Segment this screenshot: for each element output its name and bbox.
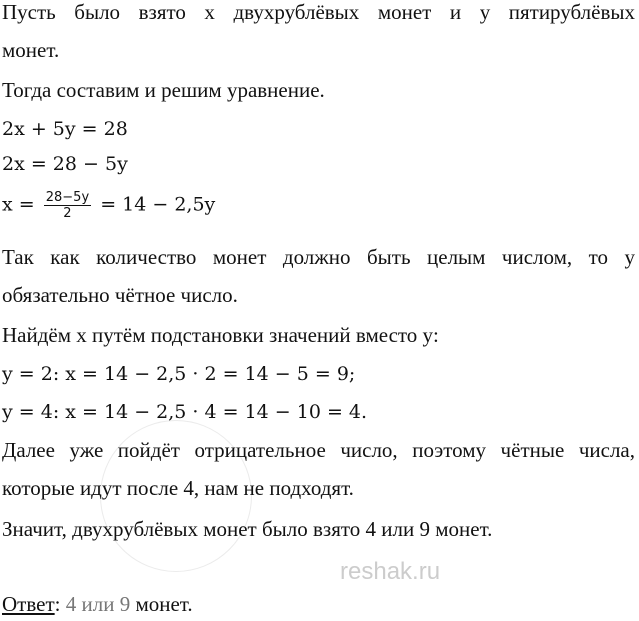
answer-colon: : bbox=[54, 592, 66, 616]
answer-suffix: монет. bbox=[130, 592, 193, 616]
text-line: обязательно чётное число. bbox=[2, 283, 238, 307]
answer-line bbox=[2, 592, 193, 617]
fraction-denominator: 2 bbox=[63, 206, 72, 221]
fraction-numerator: 28−5y bbox=[45, 190, 90, 205]
fraction bbox=[44, 190, 91, 221]
equation-lhs: x = bbox=[2, 193, 35, 216]
equation: y = 2: x = 14 − 2,5 · 2 = 14 − 5 = 9; bbox=[2, 363, 356, 385]
equation: 2x = 28 − 5y bbox=[2, 153, 128, 175]
text-line: Значит, двухрублёвых монет было взято 4 или 9 монет. bbox=[2, 517, 493, 541]
equation-rhs: = 14 − 2,5y bbox=[100, 193, 216, 216]
answer-value: 4 или 9 bbox=[65, 592, 131, 616]
text-line: Так как количество монет должно быть целым числом, то y bbox=[2, 245, 635, 269]
text-line: Тогда составим и решим уравнение. bbox=[2, 78, 325, 102]
watermark-text: reshak.ru bbox=[340, 558, 441, 585]
equation-fraction bbox=[2, 190, 215, 221]
equation: 2x + 5y = 28 bbox=[2, 118, 128, 140]
text-line: которые идут после 4, нам не подходят. bbox=[2, 476, 354, 500]
answer-label: Ответ bbox=[2, 592, 55, 616]
text-line: Далее уже пойдёт отрицательное число, поэтому чётные числа, bbox=[2, 438, 635, 462]
equation: y = 4: x = 14 − 2,5 · 4 = 14 − 10 = 4. bbox=[2, 401, 368, 423]
text-line: Найдём x путём подстановки значений вместо y: bbox=[2, 323, 439, 347]
text-line: Пусть было взято x двухрублёвых монет и y пятирублёвых bbox=[2, 0, 635, 24]
text-line: монет. bbox=[2, 38, 60, 62]
